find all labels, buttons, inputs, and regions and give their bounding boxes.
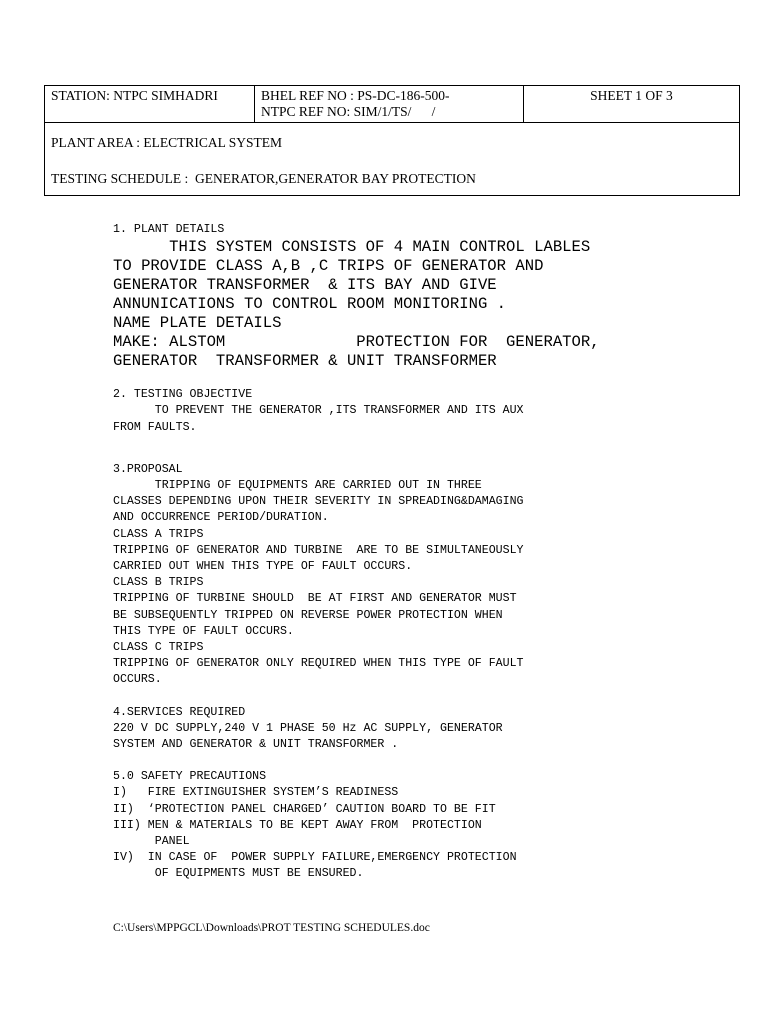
text-line: NAME PLATE DETAILS xyxy=(113,314,282,333)
file-path-footer: C:\Users\MPPGCL\Downloads\PROT TESTING SCHEDULES.doc xyxy=(113,922,430,934)
section-3-heading: 3.PROPOSAL xyxy=(113,462,183,476)
list-item-continued: OF EQUIPMENTS MUST BE ENSURED. xyxy=(113,867,364,881)
list-item: II) ‘PROTECTION PANEL CHARGED’ CAUTION BOARD TO BE FIT xyxy=(113,802,496,816)
text-line: TRIPPING OF TURBINE SHOULD BE AT FIRST AND GENERATOR MUST xyxy=(113,592,517,606)
station-cell: STATION: NTPC SIMHADRI xyxy=(45,86,255,123)
class-c-heading: CLASS C TRIPS xyxy=(113,641,204,655)
text-line: FROM FAULTS. xyxy=(113,420,197,434)
text-line: 220 V DC SUPPLY,240 V 1 PHASE 50 Hz AC SUPPLY, GENERATOR xyxy=(113,721,503,735)
text-line: MAKE: ALSTOM PROTECTION FOR GENERATOR, xyxy=(113,333,600,352)
text-line: CARRIED OUT WHEN THIS TYPE OF FAULT OCCURS. xyxy=(113,560,413,574)
class-a-heading: CLASS A TRIPS xyxy=(113,527,204,541)
document-body xyxy=(113,222,673,883)
text-line: CLASSES DEPENDING UPON THEIR SEVERITY IN SPREADING&DAMAGING xyxy=(113,495,524,509)
text-line: GENERATOR TRANSFORMER & ITS BAY AND GIVE xyxy=(113,276,497,295)
text-line: GENERATOR TRANSFORMER & UNIT TRANSFORMER xyxy=(113,352,497,371)
text-line: OCCURS. xyxy=(113,673,162,687)
text-line: TRIPPING OF EQUIPMENTS ARE CARRIED OUT IN THREE xyxy=(113,479,482,493)
section-4-heading: 4.SERVICES REQUIRED xyxy=(113,705,246,719)
plant-area: PLANT AREA : ELECTRICAL SYSTEM xyxy=(45,123,740,166)
text-line: SYSTEM AND GENERATOR & UNIT TRANSFORMER . xyxy=(113,738,399,752)
text-line: BE SUBSEQUENTLY TRIPPED ON REVERSE POWER PROTECTION WHEN xyxy=(113,608,503,622)
text-line: AND OCCURRENCE PERIOD/DURATION. xyxy=(113,511,329,525)
reference-cell xyxy=(255,86,524,123)
testing-schedule: TESTING SCHEDULE : GENERATOR,GENERATOR BAY PROTECTION xyxy=(45,165,740,196)
text-line: THIS SYSTEM CONSISTS OF 4 MAIN CONTROL LABLES xyxy=(113,238,591,257)
text-line: TRIPPING OF GENERATOR AND TURBINE ARE TO BE SIMULTANEOUSLY xyxy=(113,543,524,557)
document-header-table xyxy=(44,85,740,196)
section-5-heading: 5.0 SAFETY PRECAUTIONS xyxy=(113,770,267,784)
list-item-continued: PANEL xyxy=(113,835,190,849)
text-line: THIS TYPE OF FAULT OCCURS. xyxy=(113,624,294,638)
class-b-heading: CLASS B TRIPS xyxy=(113,576,204,590)
bhel-ref: BHEL REF NO : PS-DC-186-500- xyxy=(261,88,450,103)
section-1-heading: 1. PLANT DETAILS xyxy=(113,223,225,236)
section-1-text xyxy=(113,238,673,371)
list-item: IV) IN CASE OF POWER SUPPLY FAILURE,EMERGENCY PROTECTION xyxy=(113,851,517,865)
text-line: TO PROVIDE CLASS A,B ,C TRIPS OF GENERATOR AND xyxy=(113,257,544,276)
sheet-cell: SHEET 1 OF 3 xyxy=(524,86,740,123)
section-2-heading: 2. TESTING OBJECTIVE xyxy=(113,388,253,402)
text-line: ANNUNICATIONS TO CONTROL ROOM MONITORING . xyxy=(113,295,507,314)
text-line: TO PREVENT THE GENERATOR ,ITS TRANSFORMER AND ITS AUX xyxy=(113,404,524,418)
list-item: III) MEN & MATERIALS TO BE KEPT AWAY FROM PROTECTION xyxy=(113,818,482,832)
text-line: TRIPPING OF GENERATOR ONLY REQUIRED WHEN THIS TYPE OF FAULT xyxy=(113,657,524,671)
list-item: I) FIRE EXTINGUISHER SYSTEM’S READINESS xyxy=(113,786,399,800)
ntpc-ref: NTPC REF NO: SIM/1/TS/ / xyxy=(261,104,436,119)
